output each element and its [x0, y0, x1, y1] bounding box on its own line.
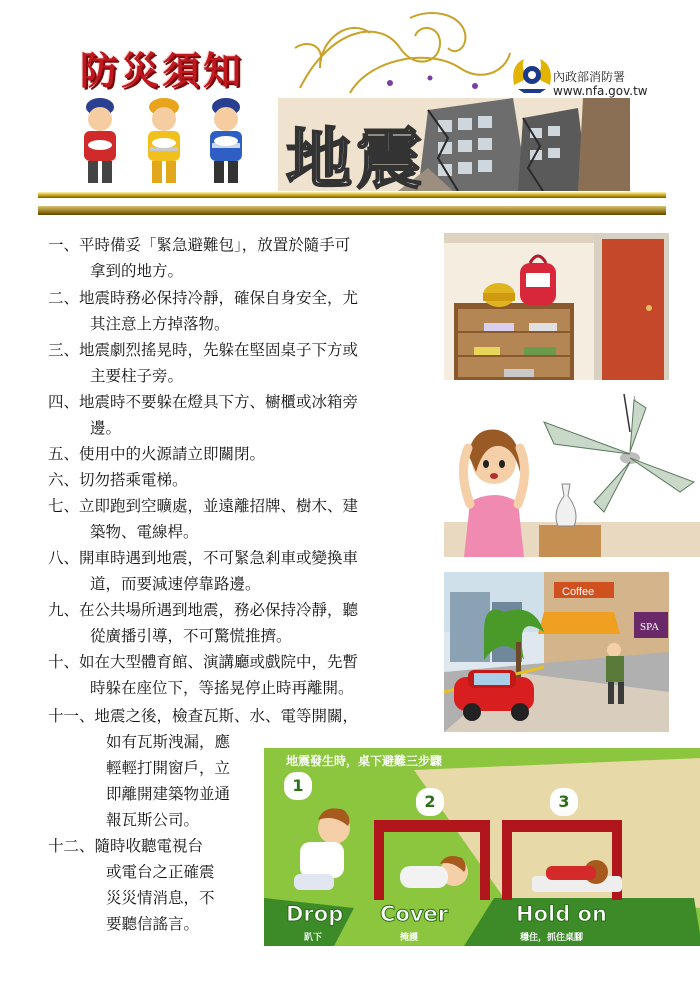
- item-text: 切勿搭乘電梯。: [79, 471, 188, 489]
- step-number: 1: [284, 772, 312, 800]
- item-text-cont: 時躲在座位下，等搖晃停止時再離開。: [90, 679, 354, 697]
- item-number: 九、: [48, 601, 80, 619]
- agency-block: [553, 70, 648, 98]
- cafe-sign: Coffee: [562, 586, 595, 598]
- item-number: 二、: [48, 289, 80, 307]
- item-number: 四、: [48, 393, 80, 411]
- item-text: 使用中的火源請立即關閉。: [79, 445, 266, 463]
- list-item: [48, 597, 428, 649]
- decorative-swirl: [290, 8, 520, 98]
- item-number: 十、: [48, 653, 80, 671]
- woman-under-fan-illustration: [444, 392, 700, 557]
- list-item: [48, 232, 428, 284]
- item-text-cont: 拿到的地方。: [90, 262, 184, 280]
- rescue-workers-illustration: [78, 95, 258, 195]
- page-title: 防災須知: [80, 49, 245, 93]
- item-text: 如在大型體育館、演講廳或戲院中，先暫: [79, 653, 359, 671]
- item-text: 地震之後，檢查瓦斯、水、電等開關，: [94, 707, 359, 725]
- step-number: 2: [416, 788, 444, 816]
- item-text: 地震劇烈搖晃時，先躲在堅固桌子下方或: [79, 341, 359, 359]
- step-drop-label: Drop: [286, 902, 344, 926]
- item-text-cont: 主要柱子旁。: [90, 367, 184, 385]
- item-number: 六、: [48, 471, 80, 489]
- item-number: 十一、: [48, 707, 95, 725]
- item-text-cont: 即離開建築物並通: [106, 785, 231, 803]
- list-item: [48, 649, 428, 701]
- item-text: 平時備妥「緊急避難包」，放置於隨手可: [79, 236, 351, 254]
- step-number: 3: [550, 788, 578, 816]
- header-divider-bottom: [38, 206, 666, 215]
- list-item: [48, 337, 428, 389]
- item-text-cont: 或電台之正確震: [106, 863, 215, 881]
- list-item: [48, 467, 428, 493]
- header-divider-top: [38, 192, 666, 198]
- step-drop-cn: 趴下: [304, 933, 323, 943]
- item-text-cont: 如有瓦斯洩漏，應: [106, 733, 231, 751]
- item-text-cont: 從廣播引導，不可驚慌推擠。: [90, 627, 292, 645]
- item-text-cont: 要聽信謠言。: [106, 915, 200, 933]
- step-holdon-label: Hold on: [516, 902, 607, 926]
- step-cover-label: Cover: [380, 902, 449, 926]
- banner-title: 地震: [286, 120, 426, 191]
- list-item: [48, 441, 428, 467]
- list-item: [48, 833, 268, 937]
- three-step-box: [264, 748, 700, 946]
- spa-sign: SPA: [640, 621, 660, 633]
- item-text: 立即跑到空曠處，並遠離招牌、樹木、建: [79, 497, 359, 515]
- list-item: [48, 493, 428, 545]
- step-cover-cn: 掩護: [400, 933, 419, 943]
- emergency-bag-illustration: [444, 233, 669, 380]
- item-text-cont: 築物、電線桿。: [90, 523, 199, 541]
- step-holdon-cn: 穩住，抓住桌腳: [520, 933, 584, 943]
- item-text-cont: 道，而要減速停靠路邊。: [90, 575, 261, 593]
- item-text-cont: 邊。: [90, 419, 122, 437]
- item-number: 五、: [48, 445, 80, 463]
- item-text-cont: 其注意上方掉落物。: [90, 315, 230, 333]
- item-number: 八、: [48, 549, 80, 567]
- list-item: [48, 545, 428, 597]
- fire-agency-emblem-icon: [510, 55, 554, 95]
- list-item: [48, 285, 428, 337]
- agency-url: www.nfa.gov.tw: [553, 84, 648, 98]
- item-text-cont: 報瓦斯公司。: [106, 811, 200, 829]
- earthquake-banner: [278, 98, 630, 191]
- item-number: 三、: [48, 341, 80, 359]
- item-text-cont: 災災情消息，不: [106, 889, 215, 907]
- list-item: [48, 389, 428, 441]
- item-text-cont: 輕輕打開窗戶，立: [106, 759, 231, 777]
- street-scene-illustration: [444, 572, 669, 732]
- steps-title: 地震發生時，桌下避難三步驟: [286, 754, 443, 768]
- item-text: 在公共場所遇到地震，務必保持冷靜，聽: [79, 601, 359, 619]
- item-number: 十二、: [48, 837, 95, 855]
- item-text: 隨時收聽電視台: [94, 837, 204, 855]
- item-number: 一、: [48, 236, 80, 254]
- item-text: 地震時不要躲在燈具下方、櫥櫃或冰箱旁: [79, 393, 359, 411]
- item-text: 開車時遇到地震，不可緊急剎車或變換車: [79, 549, 359, 567]
- agency-name: 內政部消防署: [553, 70, 626, 84]
- item-text: 地震時務必保持冷靜，確保自身安全，尤: [79, 289, 359, 307]
- item-number: 七、: [48, 497, 80, 515]
